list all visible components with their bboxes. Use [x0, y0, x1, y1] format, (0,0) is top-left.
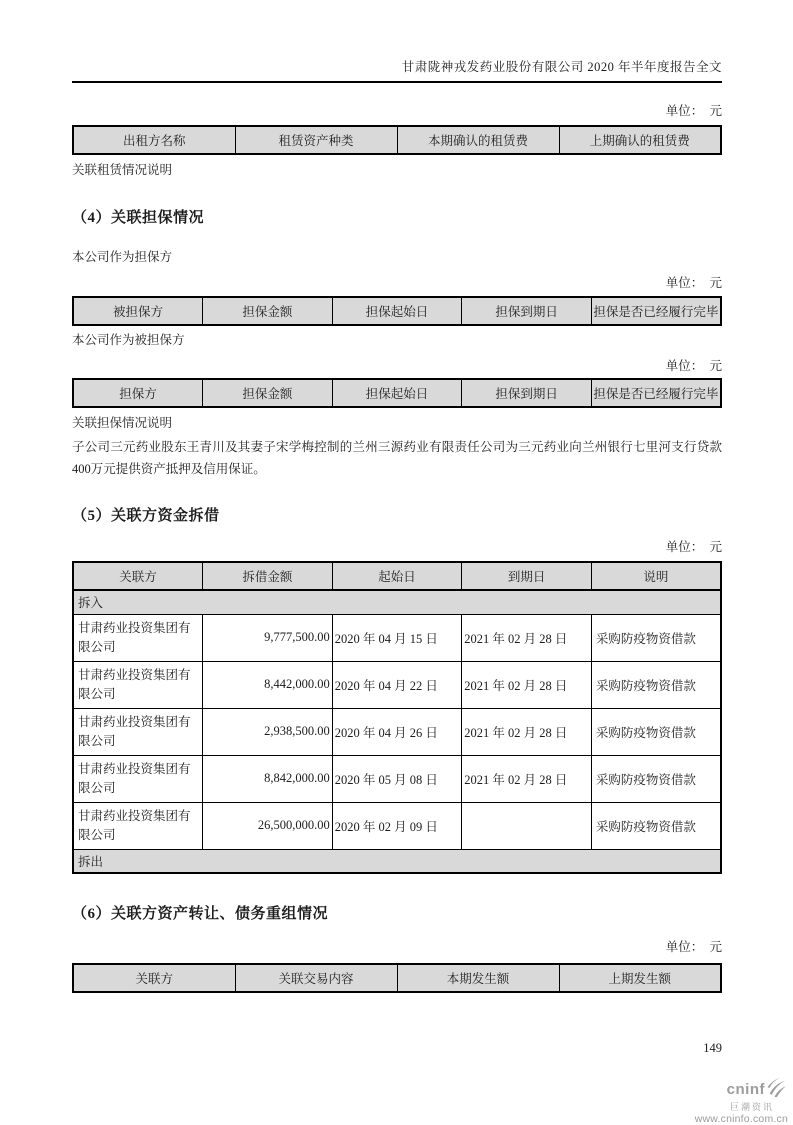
section6-title: （6）关联方资产转让、债务重组情况 [72, 906, 329, 922]
cell-end-date: 2021 年 02 月 28 日 [462, 755, 592, 802]
cell-remark: 采购防疫物资借款 [591, 661, 721, 708]
col-header-start-date: 起始日 [332, 562, 462, 590]
col-header-guarantee-amount: 担保金额 [203, 297, 333, 325]
group-row-borrow-out [73, 849, 721, 873]
col-header-guarantor-party: 担保方 [73, 379, 203, 407]
cninfo-url: www.cninfo.com.cn [694, 1113, 788, 1125]
cell-start-date: 2020 年 04 月 15 日 [332, 614, 462, 661]
lease-note-label: 关联租赁情况说明 [72, 163, 173, 177]
col-header-current-amount: 本期发生额 [397, 964, 559, 992]
col-header-remark: 说明 [591, 562, 721, 590]
col-header-end-date: 到期日 [462, 562, 592, 590]
cell-end-date: 2021 年 02 月 28 日 [462, 708, 592, 755]
table-row [73, 708, 721, 755]
cell-remark: 采购防疫物资借款 [591, 802, 721, 849]
table-header-row [73, 126, 721, 154]
borrow-in-label: 拆入 [73, 590, 721, 614]
unit-label: 单位： 元 [665, 104, 722, 118]
section4-title: （4）关联担保情况 [72, 210, 205, 226]
cell-borrow-amount: 26,500,000.00 [203, 802, 333, 849]
cell-start-date: 2020 年 02 月 09 日 [332, 802, 462, 849]
col-header-guarantee-amount: 担保金额 [203, 379, 333, 407]
cell-borrow-amount: 8,442,000.00 [203, 661, 333, 708]
table-header-row [73, 379, 721, 407]
col-header-current-fee: 本期确认的租赁费 [397, 126, 559, 154]
asset-transfer-table [72, 963, 722, 993]
section5-title: （5）关联方资金拆借 [72, 508, 220, 524]
guaranteed-table [72, 378, 722, 408]
related-lease-table [72, 125, 722, 155]
cell-borrow-amount: 9,777,500.00 [203, 614, 333, 661]
col-header-related-party: 关联方 [73, 964, 235, 992]
cell-end-date: 2021 年 02 月 28 日 [462, 661, 592, 708]
cell-remark: 采购防疫物资借款 [591, 614, 721, 661]
col-header-guarantee-end: 担保到期日 [462, 297, 592, 325]
cell-borrow-amount: 8,842,000.00 [203, 755, 333, 802]
col-header-lessor: 出租方名称 [73, 126, 235, 154]
cell-related-party: 甘肃药业投资集团有限公司 [73, 614, 203, 661]
cell-start-date: 2020 年 04 月 26 日 [332, 708, 462, 755]
table-row [73, 802, 721, 849]
cell-related-party: 甘肃药业投资集团有限公司 [73, 708, 203, 755]
col-header-prior-amount: 上期发生额 [559, 964, 721, 992]
col-header-guarantee-fulfilled: 担保是否已经履行完毕 [591, 297, 721, 325]
col-header-transaction-content: 关联交易内容 [235, 964, 397, 992]
col-header-prior-fee: 上期确认的租赁费 [559, 126, 721, 154]
cell-related-party: 甘肃药业投资集团有限公司 [73, 755, 203, 802]
fund-borrowing-table [72, 561, 722, 874]
col-header-guarantee-end: 担保到期日 [462, 379, 592, 407]
unit-label: 单位： 元 [665, 359, 722, 373]
cell-end-date [462, 802, 592, 849]
table-header-row [73, 964, 721, 992]
guarantor-table [72, 296, 722, 326]
guarantee-note-label: 关联担保情况说明 [72, 416, 173, 430]
unit-label: 单位： 元 [665, 276, 722, 290]
table-row [73, 661, 721, 708]
cell-start-date: 2020 年 05 月 08 日 [332, 755, 462, 802]
cell-remark: 采购防疫物资借款 [591, 755, 721, 802]
cell-end-date: 2021 年 02 月 28 日 [462, 614, 592, 661]
col-header-related-party: 关联方 [73, 562, 203, 590]
col-header-guaranteed-party: 被担保方 [73, 297, 203, 325]
borrow-out-label: 拆出 [73, 849, 721, 873]
cell-borrow-amount: 2,938,500.00 [203, 708, 333, 755]
col-header-borrow-amount: 拆借金额 [203, 562, 333, 590]
page-number: 149 [703, 1041, 722, 1055]
col-header-guarantee-start: 担保起始日 [332, 379, 462, 407]
cninfo-brand-text: cninf [726, 1081, 765, 1099]
cninfo-swirl-icon [767, 1078, 788, 1102]
as-guarantor-label: 本公司作为担保方 [72, 250, 173, 264]
col-header-guarantee-start: 担保起始日 [332, 297, 462, 325]
as-guaranteed-label: 本公司作为被担保方 [72, 333, 185, 347]
table-header-row [73, 562, 721, 590]
guarantee-note-text: 子公司三元药业股东王青川及其妻子宋学梅控制的兰州三源药业有限责任公司为三元药业向兰州银行七里河支行贷款400万元提供资产抵押及信用保证。 [72, 440, 722, 476]
cninfo-logo [668, 1078, 788, 1125]
table-row [73, 614, 721, 661]
col-header-guarantee-fulfilled: 担保是否已经履行完毕 [591, 379, 721, 407]
unit-label: 单位： 元 [665, 540, 722, 554]
cell-remark: 采购防疫物资借款 [591, 708, 721, 755]
table-row [73, 755, 721, 802]
report-header-title: 甘肃陇神戎发药业股份有限公司 2020 年半年度报告全文 [72, 57, 722, 83]
cninfo-chinese-name: 巨潮资讯 [729, 1101, 774, 1112]
unit-label: 单位： 元 [665, 940, 722, 954]
col-header-asset-type: 租赁资产种类 [235, 126, 397, 154]
cell-start-date: 2020 年 04 月 22 日 [332, 661, 462, 708]
cell-related-party: 甘肃药业投资集团有限公司 [73, 802, 203, 849]
group-row-borrow-in [73, 590, 721, 614]
cell-related-party: 甘肃药业投资集团有限公司 [73, 661, 203, 708]
table-header-row [73, 297, 721, 325]
